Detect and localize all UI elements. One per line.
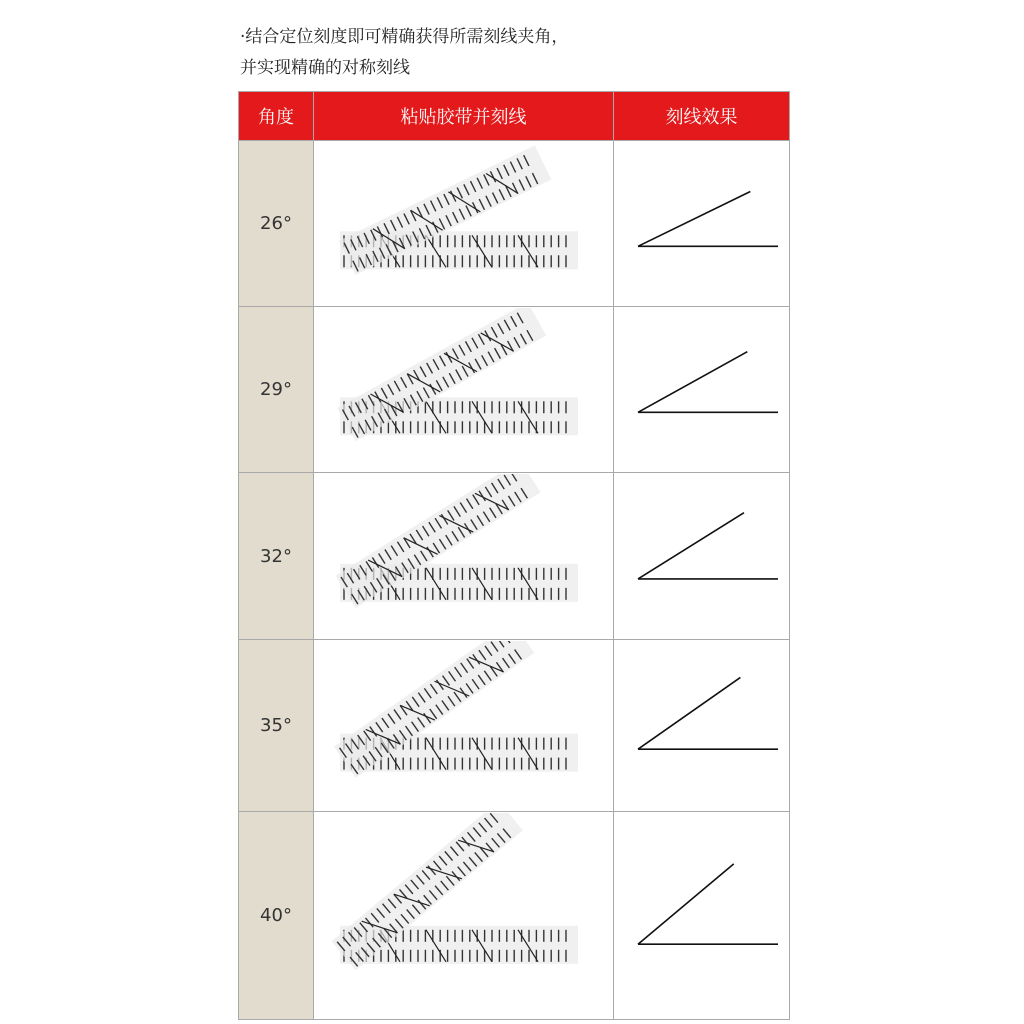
score-line-result (614, 307, 790, 473)
angled-score-line (638, 192, 750, 247)
tape-illustration (314, 307, 614, 473)
angle-value: 35° (239, 640, 314, 812)
intro-line-2: 并实现精确的对称刻线 (240, 58, 410, 78)
score-line-result (614, 812, 790, 1020)
table-row (239, 307, 790, 473)
table-row (239, 812, 790, 1020)
angled-score-line (638, 677, 740, 749)
angled-score-line (638, 864, 734, 944)
angle-table (238, 91, 790, 1020)
header-result: 刻线效果 (614, 92, 790, 141)
angle-value: 26° (239, 141, 314, 307)
angled-score-line (638, 513, 744, 579)
score-lines (638, 513, 778, 579)
score-line-result (614, 473, 790, 640)
angled-score-line (638, 352, 747, 413)
tape-illustration (314, 141, 614, 307)
table-row (239, 473, 790, 640)
tape-illustration (314, 812, 614, 1020)
angle-value: 40° (239, 812, 314, 1020)
header-angle: 角度 (239, 92, 314, 141)
angle-value: 32° (239, 473, 314, 640)
score-line-result (614, 141, 790, 307)
score-line-result (614, 640, 790, 812)
score-lines (638, 192, 778, 247)
header-tape: 粘贴胶带并刻线 (314, 92, 614, 141)
score-lines (638, 677, 778, 749)
tape-illustration (314, 473, 614, 640)
table-header-row (239, 92, 790, 141)
intro-line-1: ·结合定位刻度即可精确获得所需刻线夹角， (240, 27, 569, 47)
score-lines (638, 864, 778, 944)
intro-text (240, 22, 568, 84)
score-lines (638, 352, 778, 413)
angle-value: 29° (239, 307, 314, 473)
table-row (239, 640, 790, 812)
table-row (239, 141, 790, 307)
tape-illustration (314, 640, 614, 812)
